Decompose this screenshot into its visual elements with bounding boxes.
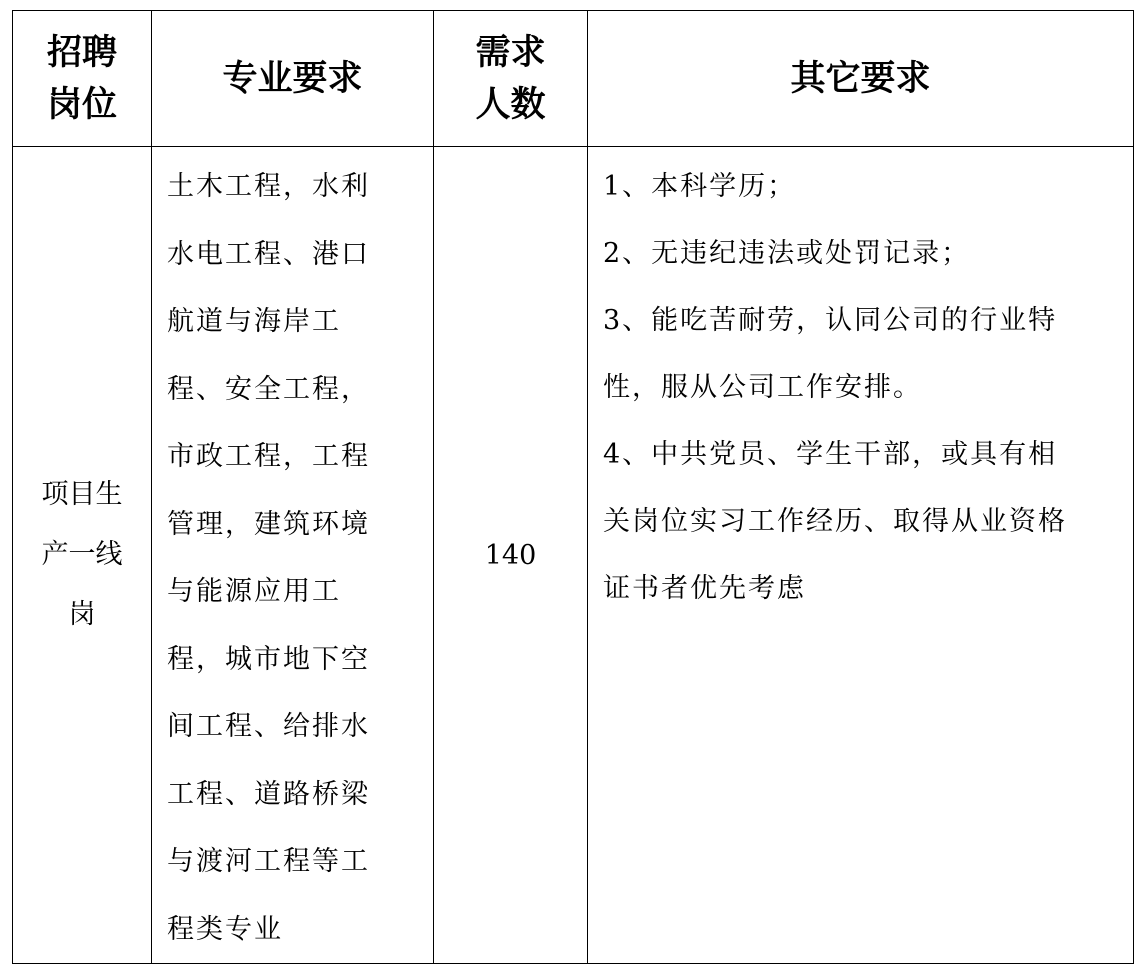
- major-cell: [152, 147, 434, 964]
- header-major: [152, 11, 434, 147]
- post-line: 岗: [68, 599, 96, 630]
- post-line: 产一线: [41, 539, 123, 570]
- requirement-line: 3、能吃苦耐劳，认同公司的行业特: [603, 305, 1058, 336]
- requirement-line: 1、本科学历；: [603, 171, 797, 202]
- other-requirements-cell: [588, 147, 1134, 964]
- major-line: 工程、道路桥梁: [167, 778, 370, 810]
- major-line: 程、安全工程，: [167, 373, 370, 405]
- major-line: 市政工程，工程: [167, 441, 370, 472]
- major-line: 航道与海岸工: [167, 306, 341, 337]
- major-line: 管理，建筑环境: [167, 508, 370, 540]
- header-post: [13, 11, 152, 147]
- header-major-label: 专业要求: [222, 58, 363, 99]
- recruitment-table-container: [12, 10, 1133, 956]
- header-count-line-1: 需求: [475, 32, 546, 73]
- major-line: 与能源应用工: [167, 576, 341, 607]
- header-other-label: 其它要求: [790, 58, 931, 99]
- header-other: [588, 11, 1134, 147]
- post-line: 项目生: [41, 479, 123, 510]
- count-value: 140: [484, 539, 537, 571]
- major-line: 程，城市地下空: [167, 643, 370, 675]
- requirement-line: 2、无违纪违法或处罚记录；: [603, 238, 971, 269]
- major-line: 土木工程，水利: [167, 171, 370, 202]
- requirement-line: 性，服从公司工作安排。: [603, 372, 922, 403]
- major-line: 与渡河工程等工: [167, 846, 370, 877]
- major-text: [152, 147, 433, 963]
- major-line: 水电工程、港口: [167, 238, 370, 270]
- requirement-line: 证书者优先考虑: [603, 573, 806, 604]
- requirement-line: 4、中共党员、学生干部，或具有相: [603, 439, 1058, 470]
- table-row: [13, 147, 1134, 964]
- header-count-line-2: 人数: [475, 84, 546, 125]
- header-post-line-2: 岗位: [46, 84, 117, 125]
- other-requirements-text: [588, 147, 1133, 622]
- header-post-line-1: 招聘: [46, 32, 117, 73]
- post-cell: [13, 147, 152, 964]
- header-count: [434, 11, 588, 147]
- major-line: 程类专业: [167, 913, 283, 945]
- recruitment-table: [12, 10, 1134, 964]
- major-line: 间工程、给排水: [167, 711, 370, 742]
- requirement-line: 关岗位实习工作经历、取得从业资格: [603, 506, 1067, 537]
- count-cell: [434, 147, 588, 964]
- header-row: [13, 11, 1134, 147]
